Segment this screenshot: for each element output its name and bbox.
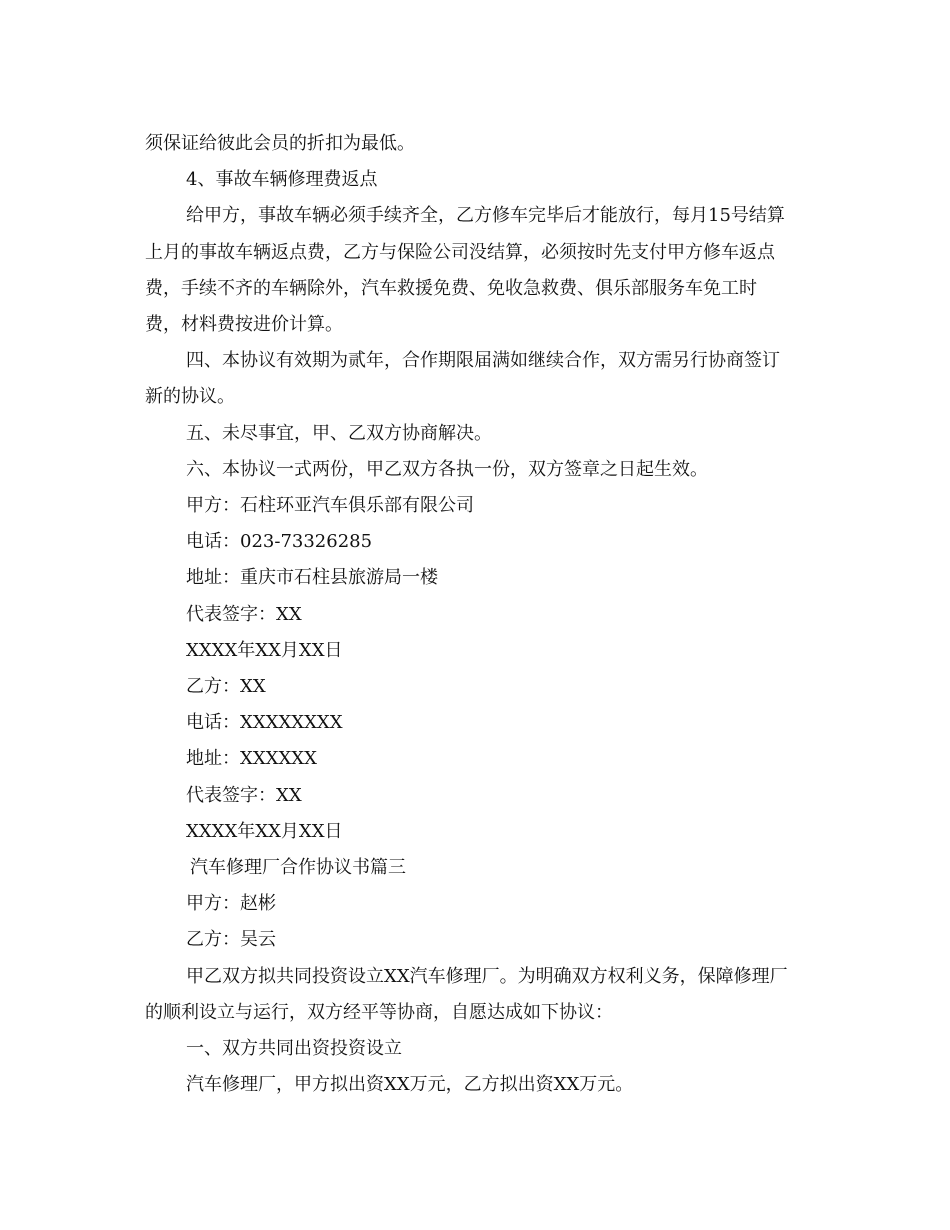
paragraph-line: 五、未尽事宜，甲、乙双方协商解决。 xyxy=(186,422,492,444)
paragraph-line: 4、事故车辆修理费返点 xyxy=(186,169,378,191)
paragraph-line: 代表签字：XX xyxy=(186,784,302,806)
paragraph-line: 电话：023-73326285 xyxy=(186,531,373,553)
paragraph-line: 须保证给彼此会员的折扣为最低。 xyxy=(145,133,415,154)
paragraph-line: 四、本协议有效期为贰年，合作期限届满如继续合作，双方需另行协商签订 xyxy=(186,350,780,372)
paragraph-line: XXXX年XX月XX日 xyxy=(186,639,343,661)
paragraph-line: 地址：重庆市石柱县旅游局一楼 xyxy=(186,567,438,589)
paragraph-line: 乙方：吴云 xyxy=(186,929,276,951)
paragraph-line: 甲方：石柱环亚汽车俱乐部有限公司 xyxy=(186,495,474,517)
paragraph-line: 费，手续不齐的车辆除外，汽车救援免费、免收急救费、俱乐部服务车免工时 xyxy=(145,277,757,299)
paragraph-line: 汽车修理厂合作协议书篇三 xyxy=(190,857,406,879)
paragraph-line: 甲乙双方拟共同投资设立XX汽车修理厂。为明确双方权利义务，保障修理厂 xyxy=(186,965,788,987)
paragraph-line: 汽车修理厂，甲方拟出资XX万元，乙方拟出资XX万元。 xyxy=(186,1074,634,1096)
paragraph-line: 乙方：XX xyxy=(186,676,266,698)
paragraph-line: 费，材料费按进价计算。 xyxy=(145,314,343,336)
paragraph-line: 新的协议。 xyxy=(145,386,235,408)
paragraph-line: XXXX年XX月XX日 xyxy=(186,820,343,842)
paragraph-line: 上月的事故车辆返点费，乙方与保险公司没结算，必须按时先支付甲方修车返点 xyxy=(145,241,775,263)
paragraph-line: 代表签字：XX xyxy=(186,603,302,625)
document-body xyxy=(145,126,825,1103)
paragraph-line: 电话：XXXXXXXX xyxy=(186,712,343,734)
paragraph-line: 地址：XXXXXX xyxy=(186,748,317,770)
paragraph-line: 一、双方共同出资投资设立 xyxy=(186,1038,402,1060)
paragraph-line: 甲方：赵彬 xyxy=(186,893,276,915)
paragraph-line: 给甲方，事故车辆必须手续齐全，乙方修车完毕后才能放行，每月15号结算 xyxy=(186,205,785,227)
paragraph-line: 六、本协议一式两份，甲乙双方各执一份，双方签章之日起生效。 xyxy=(186,458,708,480)
paragraph-line: 的顺利设立与运行，双方经平等协商，自愿达成如下协议： xyxy=(145,1001,613,1023)
